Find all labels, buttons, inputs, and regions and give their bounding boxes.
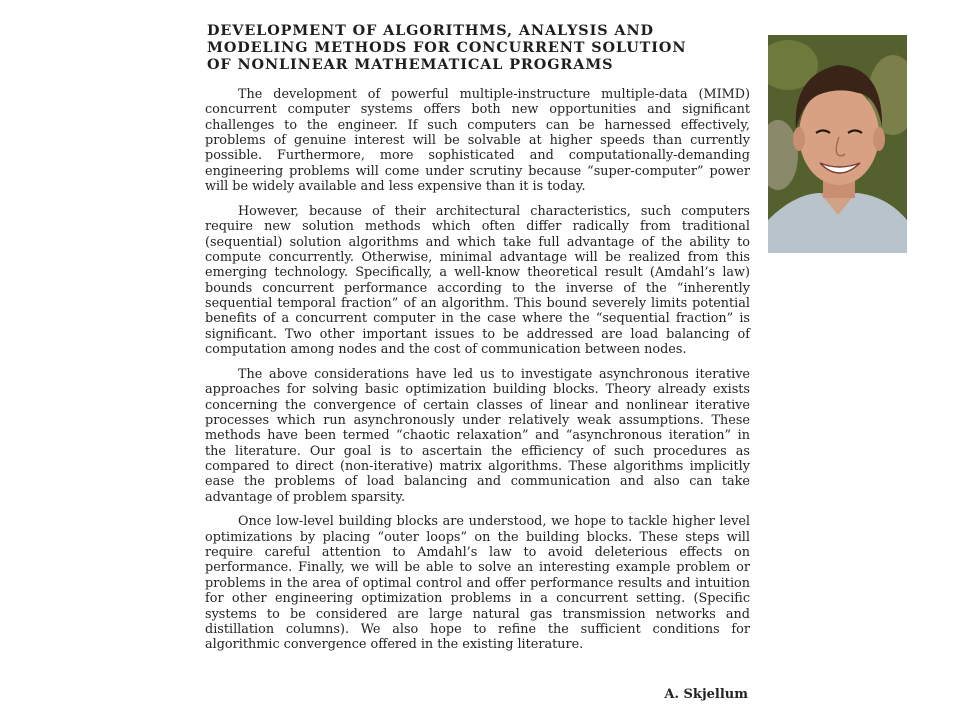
author-signature: A. Skjellum [664, 687, 748, 702]
title-line-3: OF NONLINEAR MATHEMATICAL PROGRAMS [207, 56, 614, 73]
paragraph-1: The development of powerful multiple-instructure multiple-data (MIMD) concurrent computer systems offers both new opportunities and significant challenges to the engineer. If such computers can be harnessed effectively, problems of genuine interest will be solvable at higher speeds than currently possible. Furthermore, more sophisticated and computationally-demanding engineering problems will come under scrutiny because “super-computer” power will be widely available and less expensive than it is today. [205, 87, 750, 195]
document-title [207, 22, 707, 73]
paragraph-2: However, because of their architectural characteristics, such computers require new solution methods which often differ radically from traditional (sequential) solution algorithms and which take full advantage of the ability to compute concurrently. Otherwise, minimal advantage will be realized from this emerging technology. Specifically, a well-know theoretical result (Amdahl’s law) bounds concurrent performance according to the inverse of the “inherently sequential temporal fraction” of an algorithm. This bound severely limits potential benefits of a concurrent computer in the case where the “sequential fraction” is significant. Two other important issues to be addressed are load balancing of computation among nodes and the cost of communication between nodes. [205, 203, 750, 357]
title-line-2: MODELING METHODS FOR CONCURRENT SOLUTION [207, 39, 687, 56]
portrait-illustration [768, 35, 907, 253]
title-line-1: DEVELOPMENT OF ALGORITHMS, ANALYSIS AND [207, 22, 654, 39]
paragraph-4: Once low-level building blocks are understood, we hope to tackle higher level optimizations by placing “outer loops” on the building blocks. These steps will require careful attention to Amdahl’s law to avoid deleterious effects on performance. Finally, we will be able to solve an interesting example problem or problems in the area of optimal control and offer performance results and intuition for other engineering optimization problems in a concurrent setting. (Specific systems to be considered are large natural gas transmission networks and distillation columns). We also hope to refine the sufficient conditions for algorithmic convergence offered in the existing literature. [205, 514, 750, 653]
document-body [205, 87, 750, 662]
paragraph-3: The above considerations have led us to investigate asynchronous iterative approaches for solving basic optimization building blocks. Theory already exists concerning the convergence of certain classes of linear and nonlinear iterative processes which run asynchronously under relatively weak assumptions. These methods have been termed “chaotic relaxation” and “asynchronous iteration” in the literature. Our goal is to ascertain the efficiency of such procedures as compared to direct (non-iterative) matrix algorithms. These algorithms implicitly ease the problems of load balancing and communication and also can take advantage of problem sparsity. [205, 366, 750, 505]
author-portrait-photo [768, 35, 907, 253]
